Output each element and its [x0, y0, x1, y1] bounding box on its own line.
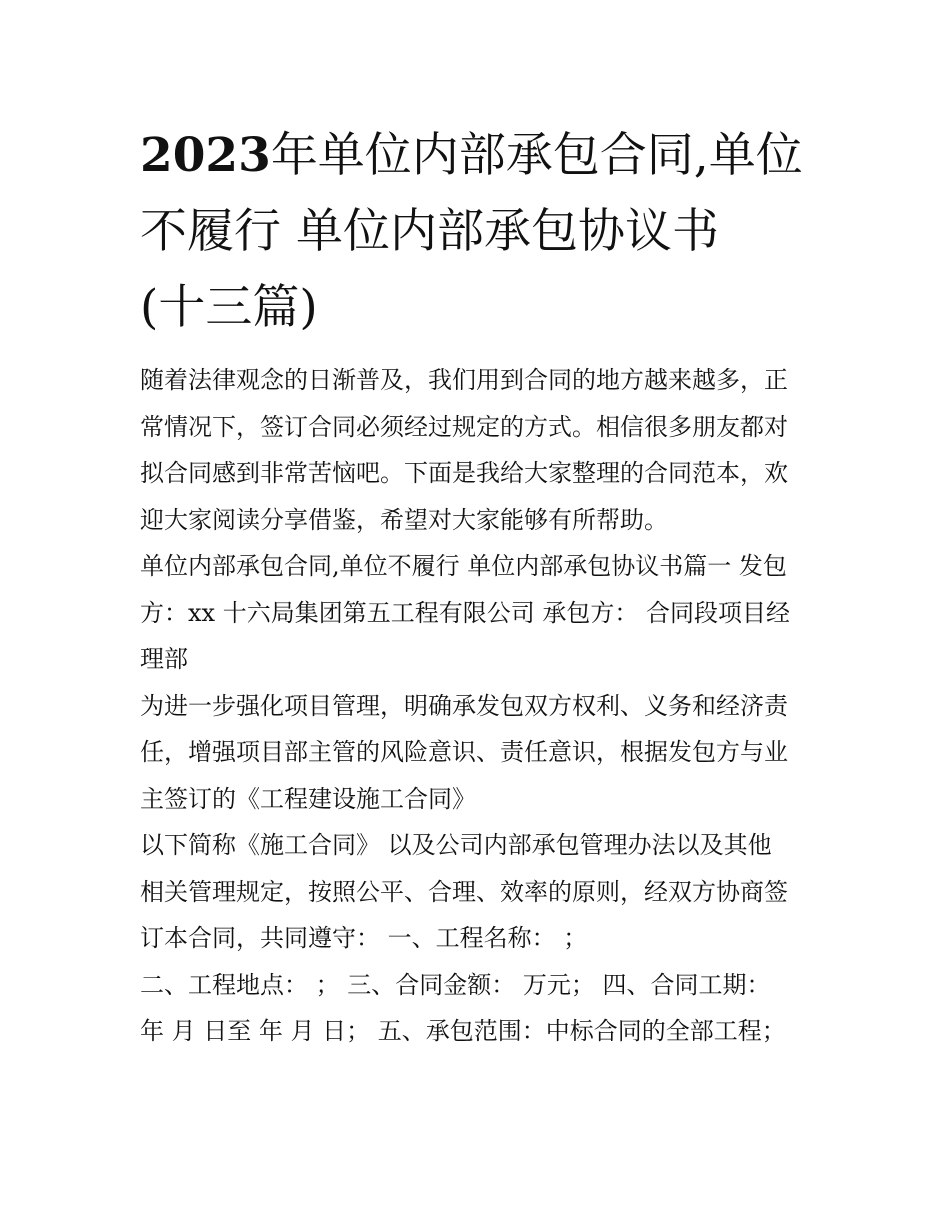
- body-line: 相关管理规定，按照公平、合理、效率的原则，经双方协商签: [140, 877, 788, 906]
- body-line: 以下简称《施工合同》 以及公司内部承包管理办法以及其他: [140, 831, 772, 859]
- body-line: 随着法律观念的日渐普及，我们用到合同的地方越来越多，正: [140, 366, 788, 394]
- body-line: 为进一步强化项目管理，明确承发包双方权利、义务和经济责: [140, 691, 788, 720]
- body-line: 拟合同感到非常苦恼吧。下面是我给大家整理的合同范本，欢: [140, 459, 788, 487]
- body-line: 主签订的《工程建设施工合同》: [140, 784, 476, 813]
- title-line-3: (十三篇): [140, 280, 318, 335]
- document-body: [140, 357, 830, 1055]
- body-line: 单位内部承包合同,单位不履行 单位内部承包协议书篇一 发包: [140, 552, 787, 580]
- title-line-1-text: 年单位内部承包合同,单位: [270, 128, 803, 183]
- title-year: 2023: [140, 128, 271, 183]
- title-line-1: [140, 118, 830, 194]
- body-line: 订本合同，共同遵守： 一、工程名称： ；: [140, 924, 588, 952]
- body-line: 常情况下，签订合同必须经过规定的方式。相信很多朋友都对: [140, 412, 788, 441]
- body-line: 二、工程地点： ； 三、合同金额： 万元； 四、合同工期：: [140, 970, 771, 999]
- body-line: 理部: [140, 645, 188, 673]
- body-line: 任，增强项目部主管的风险意识、责任意识，根据发包方与业: [140, 738, 788, 766]
- title-line-2: 不履行 单位内部承包协议书: [140, 204, 719, 259]
- document-title: [140, 118, 830, 346]
- body-line: 迎大家阅读分享借鉴，希望对大家能够有所帮助。: [140, 505, 668, 534]
- body-line: 方：xx 十六局集团第五工程有限公司 承包方： 合同段项目经: [140, 598, 790, 627]
- body-line: 年 月 日至 年 月 日； 五、承包范围：中标合同的全部工程；: [140, 1017, 786, 1045]
